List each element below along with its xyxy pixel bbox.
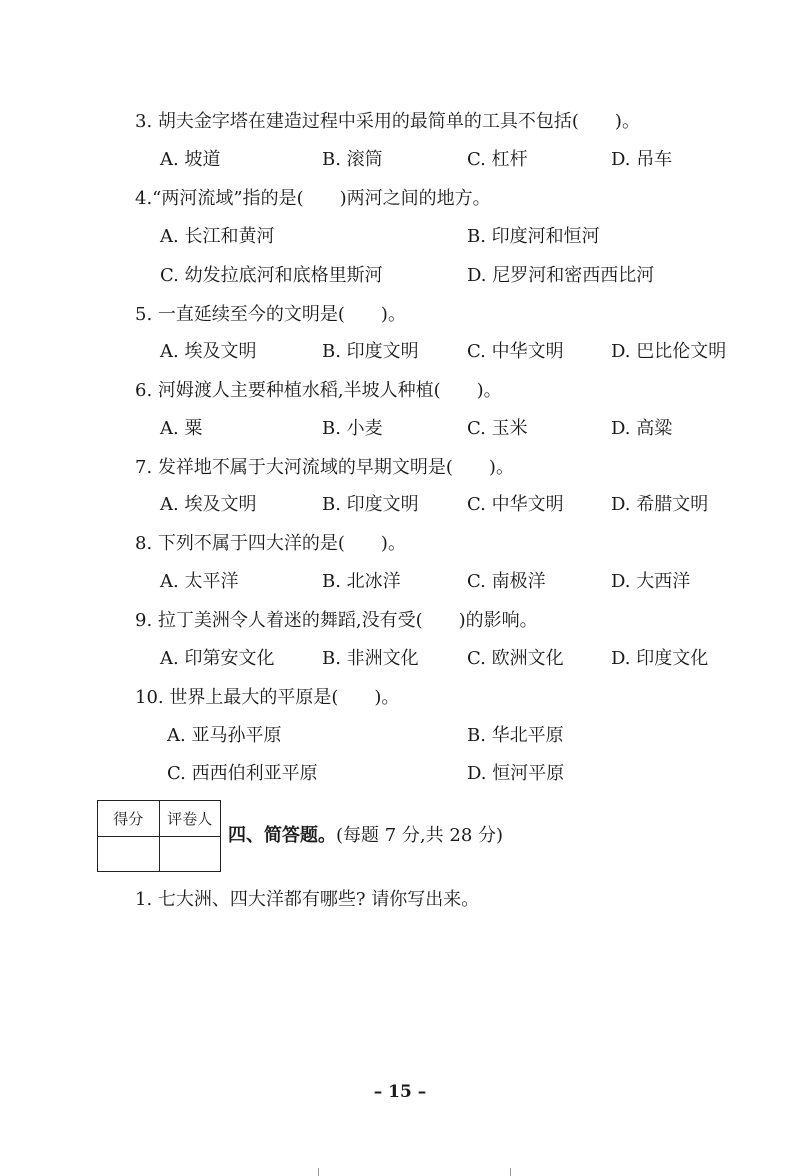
question-7-option-a: A. 埃及文明 [160, 494, 257, 515]
crop-mark-left [318, 1168, 319, 1176]
score-box [97, 800, 221, 872]
question-8-option-d: D. 大西洋 [611, 571, 691, 592]
question-3-option-a: A. 坡道 [160, 149, 221, 170]
question-5-option-b: B. 印度文明 [322, 341, 419, 362]
short-answer-question-1: 1. 七大洲、四大洋都有哪些? 请你写出来。 [135, 889, 480, 910]
question-7-option-b: B. 印度文明 [322, 494, 419, 515]
grader-label: 评卷人 [159, 801, 221, 837]
question-6-option-a: A. 粟 [160, 418, 203, 439]
question-3-option-d: D. 吊车 [611, 149, 673, 170]
question-10-option-c: C. 西西伯利亚平原 [167, 763, 318, 784]
question-8-stem: 8. 下列不属于四大洋的是( )。 [135, 533, 406, 554]
section-note: (每题 7 分,共 28 分) [336, 825, 504, 846]
question-8-option-c: C. 南极洋 [467, 571, 546, 592]
question-5-option-c: C. 中华文明 [467, 341, 564, 362]
section-heading [228, 824, 503, 848]
question-5-stem: 5. 一直延续至今的文明是( )。 [135, 304, 406, 325]
question-9-option-b: B. 非洲文化 [322, 648, 419, 669]
question-9-stem: 9. 拉丁美洲令人着迷的舞蹈,没有受( )的影响。 [135, 610, 538, 631]
question-7-stem: 7. 发祥地不属于大河流域的早期文明是( )。 [135, 457, 514, 478]
question-3-stem: 3. 胡夫金字塔在建造过程中采用的最简单的工具不包括( )。 [135, 111, 640, 132]
question-4-option-c: C. 幼发拉底河和底格里斯河 [160, 265, 383, 286]
question-6-stem: 6. 河姆渡人主要种植水稻,半坡人种植( )。 [135, 380, 502, 401]
question-10-option-d: D. 恒河平原 [467, 763, 565, 784]
question-9-option-a: A. 印第安文化 [160, 648, 275, 669]
page-number: – 15 – [373, 1082, 427, 1102]
question-6-option-d: D. 高粱 [611, 418, 673, 439]
question-10-option-b: B. 华北平原 [467, 725, 564, 746]
question-8-option-a: A. 太平洋 [160, 571, 239, 592]
question-4-option-a: A. 长江和黄河 [160, 226, 275, 247]
question-4-option-b: B. 印度河和恒河 [467, 226, 600, 247]
question-9-option-d: D. 印度文化 [611, 648, 709, 669]
score-label: 得分 [98, 801, 160, 837]
crop-mark-right [510, 1168, 511, 1176]
question-6-option-c: C. 玉米 [467, 418, 528, 439]
question-10-option-a: A. 亚马孙平原 [167, 725, 282, 746]
question-8-option-b: B. 北冰洋 [322, 571, 401, 592]
question-7-option-c: C. 中华文明 [467, 494, 564, 515]
question-9-option-c: C. 欧洲文化 [467, 648, 564, 669]
question-5-option-a: A. 埃及文明 [160, 341, 257, 362]
question-5-option-d: D. 巴比伦文明 [611, 341, 727, 362]
question-3-option-b: B. 滚筒 [322, 149, 383, 170]
question-4-option-d: D. 尼罗河和密西西比河 [467, 265, 655, 286]
grader-cell [159, 836, 221, 872]
section-title: 四、简答题。 [228, 825, 336, 846]
question-4-stem: 4.“两河流域”指的是( )两河之间的地方。 [135, 188, 491, 209]
question-3-option-c: C. 杠杆 [467, 149, 528, 170]
question-7-option-d: D. 希腊文明 [611, 494, 709, 515]
question-6-option-b: B. 小麦 [322, 418, 383, 439]
question-10-stem: 10. 世界上最大的平原是( )。 [135, 687, 400, 708]
score-cell [98, 836, 160, 872]
